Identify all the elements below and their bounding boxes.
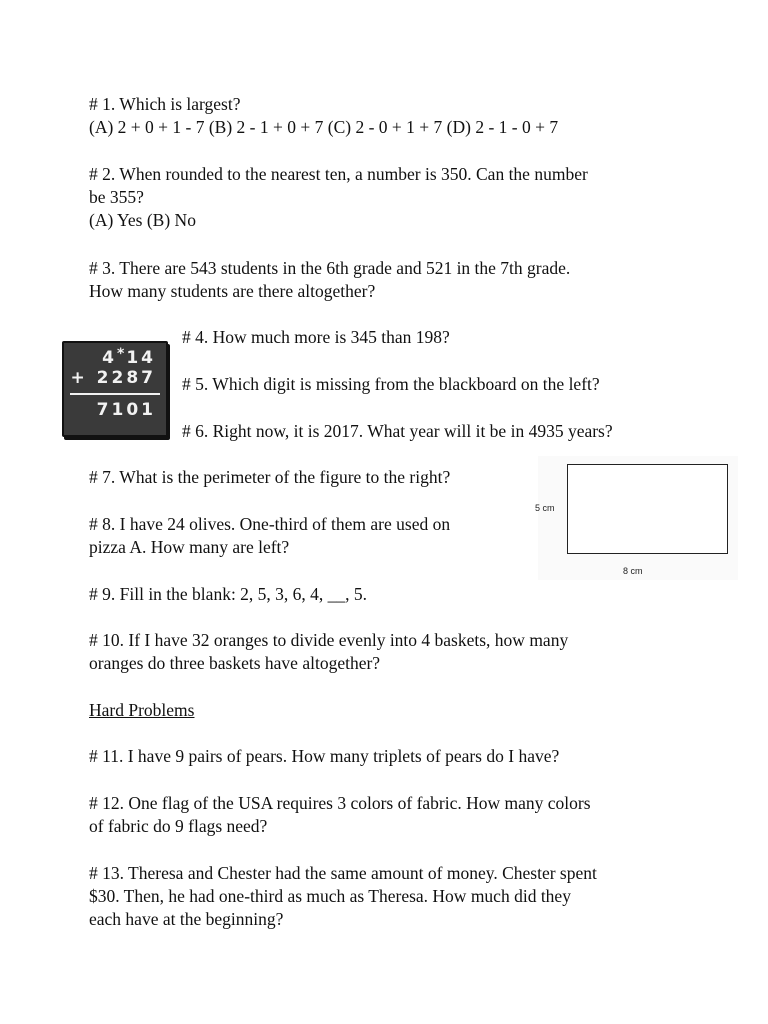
blackboard-row-3: 7101 <box>96 400 156 420</box>
problem-12-line-2: of fabric do 9 flags need? <box>89 816 268 836</box>
blackboard-missing-digit-star: * <box>117 346 127 362</box>
problem-11: # 11. I have 9 pairs of pears. How many triplets of pears do I have? <box>89 746 560 766</box>
problem-1-question: # 1. Which is largest? <box>89 94 241 114</box>
blackboard-digits: 14 <box>126 348 156 368</box>
problem-8-line-2: pizza A. How many are left? <box>89 537 290 557</box>
problem-3-line-2: How many students are there altogether? <box>89 281 376 301</box>
problem-8-line-1: # 8. I have 24 olives. One-third of them are used on <box>89 514 451 534</box>
rectangle-figure <box>567 464 728 554</box>
hard-problems-heading: Hard Problems <box>89 700 195 720</box>
problem-5: # 5. Which digit is missing from the blackboard on the left? <box>182 374 600 394</box>
problem-13-line-3: each have at the beginning? <box>89 909 284 929</box>
problem-1-options: (A) 2 + 0 + 1 - 7 (B) 2 - 1 + 0 + 7 (C) 2 - 0 + 1 + 7 (D) 2 - 1 - 0 + 7 <box>89 117 559 137</box>
problem-9: # 9. Fill in the blank: 2, 5, 3, 6, 4, __, 5. <box>89 584 368 604</box>
figure-height-label: 5 cm <box>535 503 555 513</box>
problem-13-line-1: # 13. Theresa and Chester had the same amount of money. Chester spent <box>89 863 597 883</box>
figure-width-label: 8 cm <box>623 566 643 576</box>
problem-3-line-1: # 3. There are 543 students in the 6th grade and 521 in the 7th grade. <box>89 258 571 278</box>
problem-2-options: (A) Yes (B) No <box>89 210 196 230</box>
blackboard-row-2: + 2287 <box>70 368 156 388</box>
problem-2-line-2: be 355? <box>89 187 144 207</box>
blackboard-row-1 <box>102 348 156 368</box>
problem-2-line-1: # 2. When rounded to the nearest ten, a number is 350. Can the number <box>89 164 588 184</box>
blackboard-digit: 4 <box>102 348 117 368</box>
problem-10-line-2: oranges do three baskets have altogether? <box>89 653 381 673</box>
problem-10-line-1: # 10. If I have 32 oranges to divide evenly into 4 baskets, how many <box>89 630 569 650</box>
problem-6: # 6. Right now, it is 2017. What year will it be in 4935 years? <box>182 421 613 441</box>
blackboard <box>62 341 168 437</box>
blackboard-sum-line <box>70 393 160 395</box>
problem-7: # 7. What is the perimeter of the figure to the right? <box>89 467 451 487</box>
problem-4: # 4. How much more is 345 than 198? <box>182 327 450 347</box>
problem-13-line-2: $30. Then, he had one-third as much as Theresa. How much did they <box>89 886 571 906</box>
problem-12-line-1: # 12. One flag of the USA requires 3 colors of fabric. How many colors <box>89 793 591 813</box>
